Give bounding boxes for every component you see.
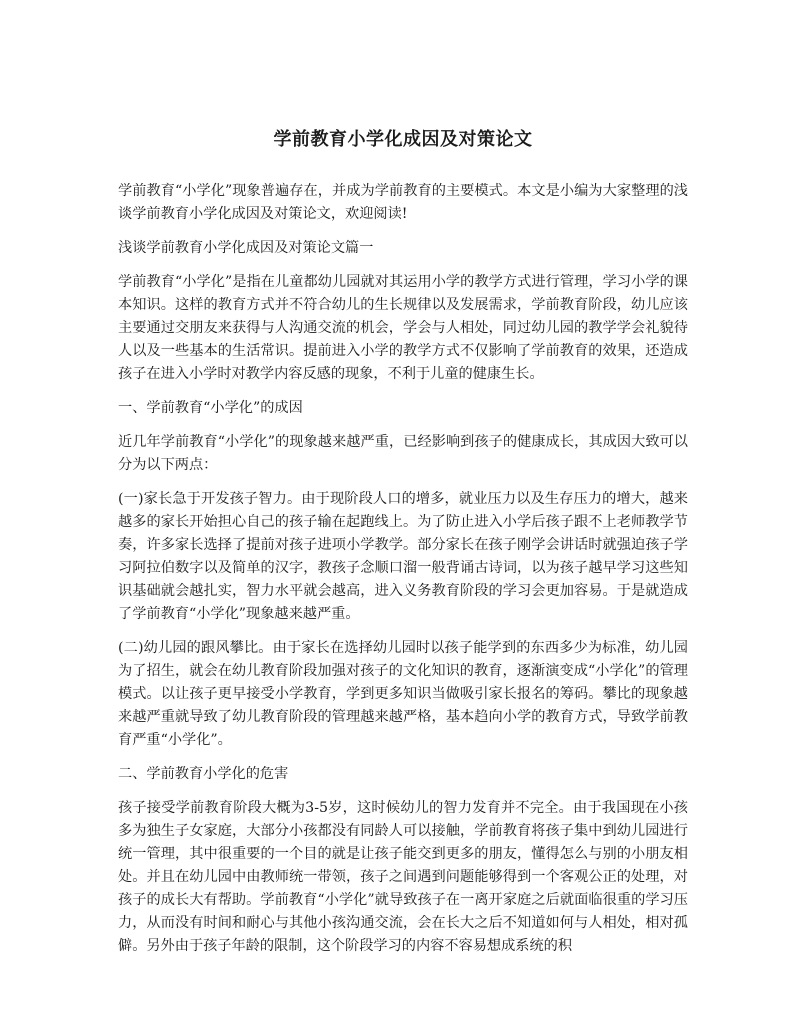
harms-paragraph: 孩子接受学前教育阶段大概为3-5岁，这时候幼儿的智力发育并不完全。由于我国现在小孩多为独生子女家庭，大部分小孩都没有同龄人可以接触，学前教育将孩子集中到幼儿园进行统一管理，其中很重要的一个目的就是让孩子能交到更多的朋友，懂得怎么与别的小朋友相处。并且在幼儿园中由教师统一带领，孩子之间遇到问题能够得到一个客观公正的处理，对孩子的成长大有帮助。学前教育“小学化”就导致孩子在一离开家庭之后就面临很重的学习压力，从而没有时间和耐心与其他小孩沟通交流，会在长大之后不知道如何与人相处，相对孤僻。另外由于孩子年龄的限制，这个阶段学习的内容不容易想成系统的积 [118,800,688,954]
section-heading-causes: 一、学前教育“小学化”的成因 [118,400,303,416]
definition-paragraph: 学前教育“小学化”是指在儿童都幼儿园就对其运用小学的教学方式进行管理，学习小学的课本知识。这样的教育方式并不符合幼儿的生长规律以及发展需求，学前教育阶段，幼儿应该主要通过交朋友来获得与人沟通交流的机会，学会与人相处，同过幼儿园的教学学会礼貌待人以及一些基本的生活常识。提前进入小学的教学方式不仅影响了学前教育的效果，还造成孩子在进入小学时对教学内容反感的现象，不利于儿童的健康生长。 [118,274,688,382]
document-title: 学前教育小学化成因及对策论文 [273,129,533,150]
section-heading-harms: 二、学前教育小学化的危害 [118,766,289,782]
article-subtitle: 浅谈学前教育小学化成因及对策论文篇一 [118,240,374,256]
causes-intro-paragraph: 近几年学前教育“小学化”的现象越来越严重，已经影响到孩子的健康成长，其成因大致可以分为以下两点： [118,434,688,473]
document-body [118,180,688,969]
intro-paragraph: 学前教育“小学化”现象普遍存在，并成为学前教育的主要模式。本文是小编为大家整理的浅谈学前教育小学化成因及对策论文，欢迎阅读! [118,183,688,222]
cause-one-paragraph: (一)家长急于开发孩子智力。由于现阶段人口的增多，就业压力以及生存压力的增大，越来越多的家长开始担心自己的孩子输在起跑线上。为了防止进入小学后孩子跟不上老师教学节奏，许多家长选择了提前对孩子进项小学教学。部分家长在孩子刚学会讲话时就强迫孩子学习阿拉伯数字以及简单的汉字，教孩子念顺口溜一般背诵古诗词，以为孩子越早学习这些知识基础就会越扎实，智力水平就会越高，进入义务教育阶段的学习会更加容易。于是就造成了学前教育“小学化”现象越来越严重。 [118,491,688,622]
cause-two-paragraph: (二)幼儿园的跟风攀比。由于家长在选择幼儿园时以孩子能学到的东西多少为标准，幼儿园为了招生，就会在幼儿教育阶段加强对孩子的文化知识的教育，逐渐演变成“小学化”的管理模式。以让孩子更早接受小学教育，学到更多知识当做吸引家长报名的筹码。攀比的现象越来越严重就导致了幼儿教育阶段的管理越来越严格，基本趋向小学的教育方式，导致学前教育严重“小学化”。 [118,640,688,748]
